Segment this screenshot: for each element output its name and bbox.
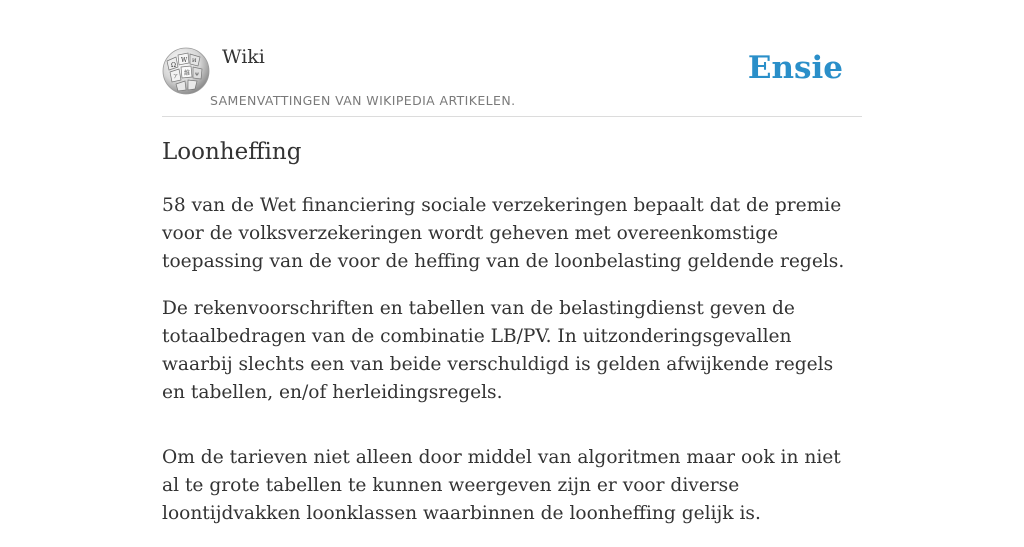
article-body — [162, 192, 862, 547]
svg-text:W: W — [181, 57, 188, 64]
article-paragraph: Om de tarieven niet alleen door middel van algoritmen maar ook in niet al te grote tabellen te kunnen weergeven zijn er voor diverse loontijdvakken loonklassen waarbinnen de loonheffing gelijk is. — [162, 447, 841, 524]
svg-text:И: И — [192, 58, 197, 64]
svg-text:Ω: Ω — [171, 62, 176, 69]
wikipedia-globe-icon[interactable] — [162, 47, 210, 95]
svg-text:維: 維 — [184, 70, 191, 77]
ensie-brand-link[interactable]: Ensie — [747, 50, 843, 86]
page-title: Loonheffing — [162, 139, 302, 165]
site-name[interactable]: Wiki — [222, 46, 265, 68]
site-tagline: SAMENVATTINGEN VAN WIKIPEDIA ARTIKELEN. — [210, 93, 516, 108]
article-paragraph: De rekenvoorschriften en tabellen van de belastingdienst geven de totaalbedragen van de combinatie LB/PV. In uitzonderingsgevallen waarbij slechts een van beide verschuldigd is gelden afwijkende regels en tabellen, en/of herleidingsregels. — [162, 298, 834, 403]
site-header — [162, 40, 862, 117]
svg-text:ψ: ψ — [195, 71, 199, 77]
article-paragraph: 58 van de Wet financiering sociale verzekeringen bepaalt dat de premie voor de volksverzekeringen wordt geheven met overeenkomstige toepassing van de voor de heffing van de loonbelasting geldende regels. — [162, 195, 845, 272]
svg-text:ア: ア — [173, 74, 179, 80]
